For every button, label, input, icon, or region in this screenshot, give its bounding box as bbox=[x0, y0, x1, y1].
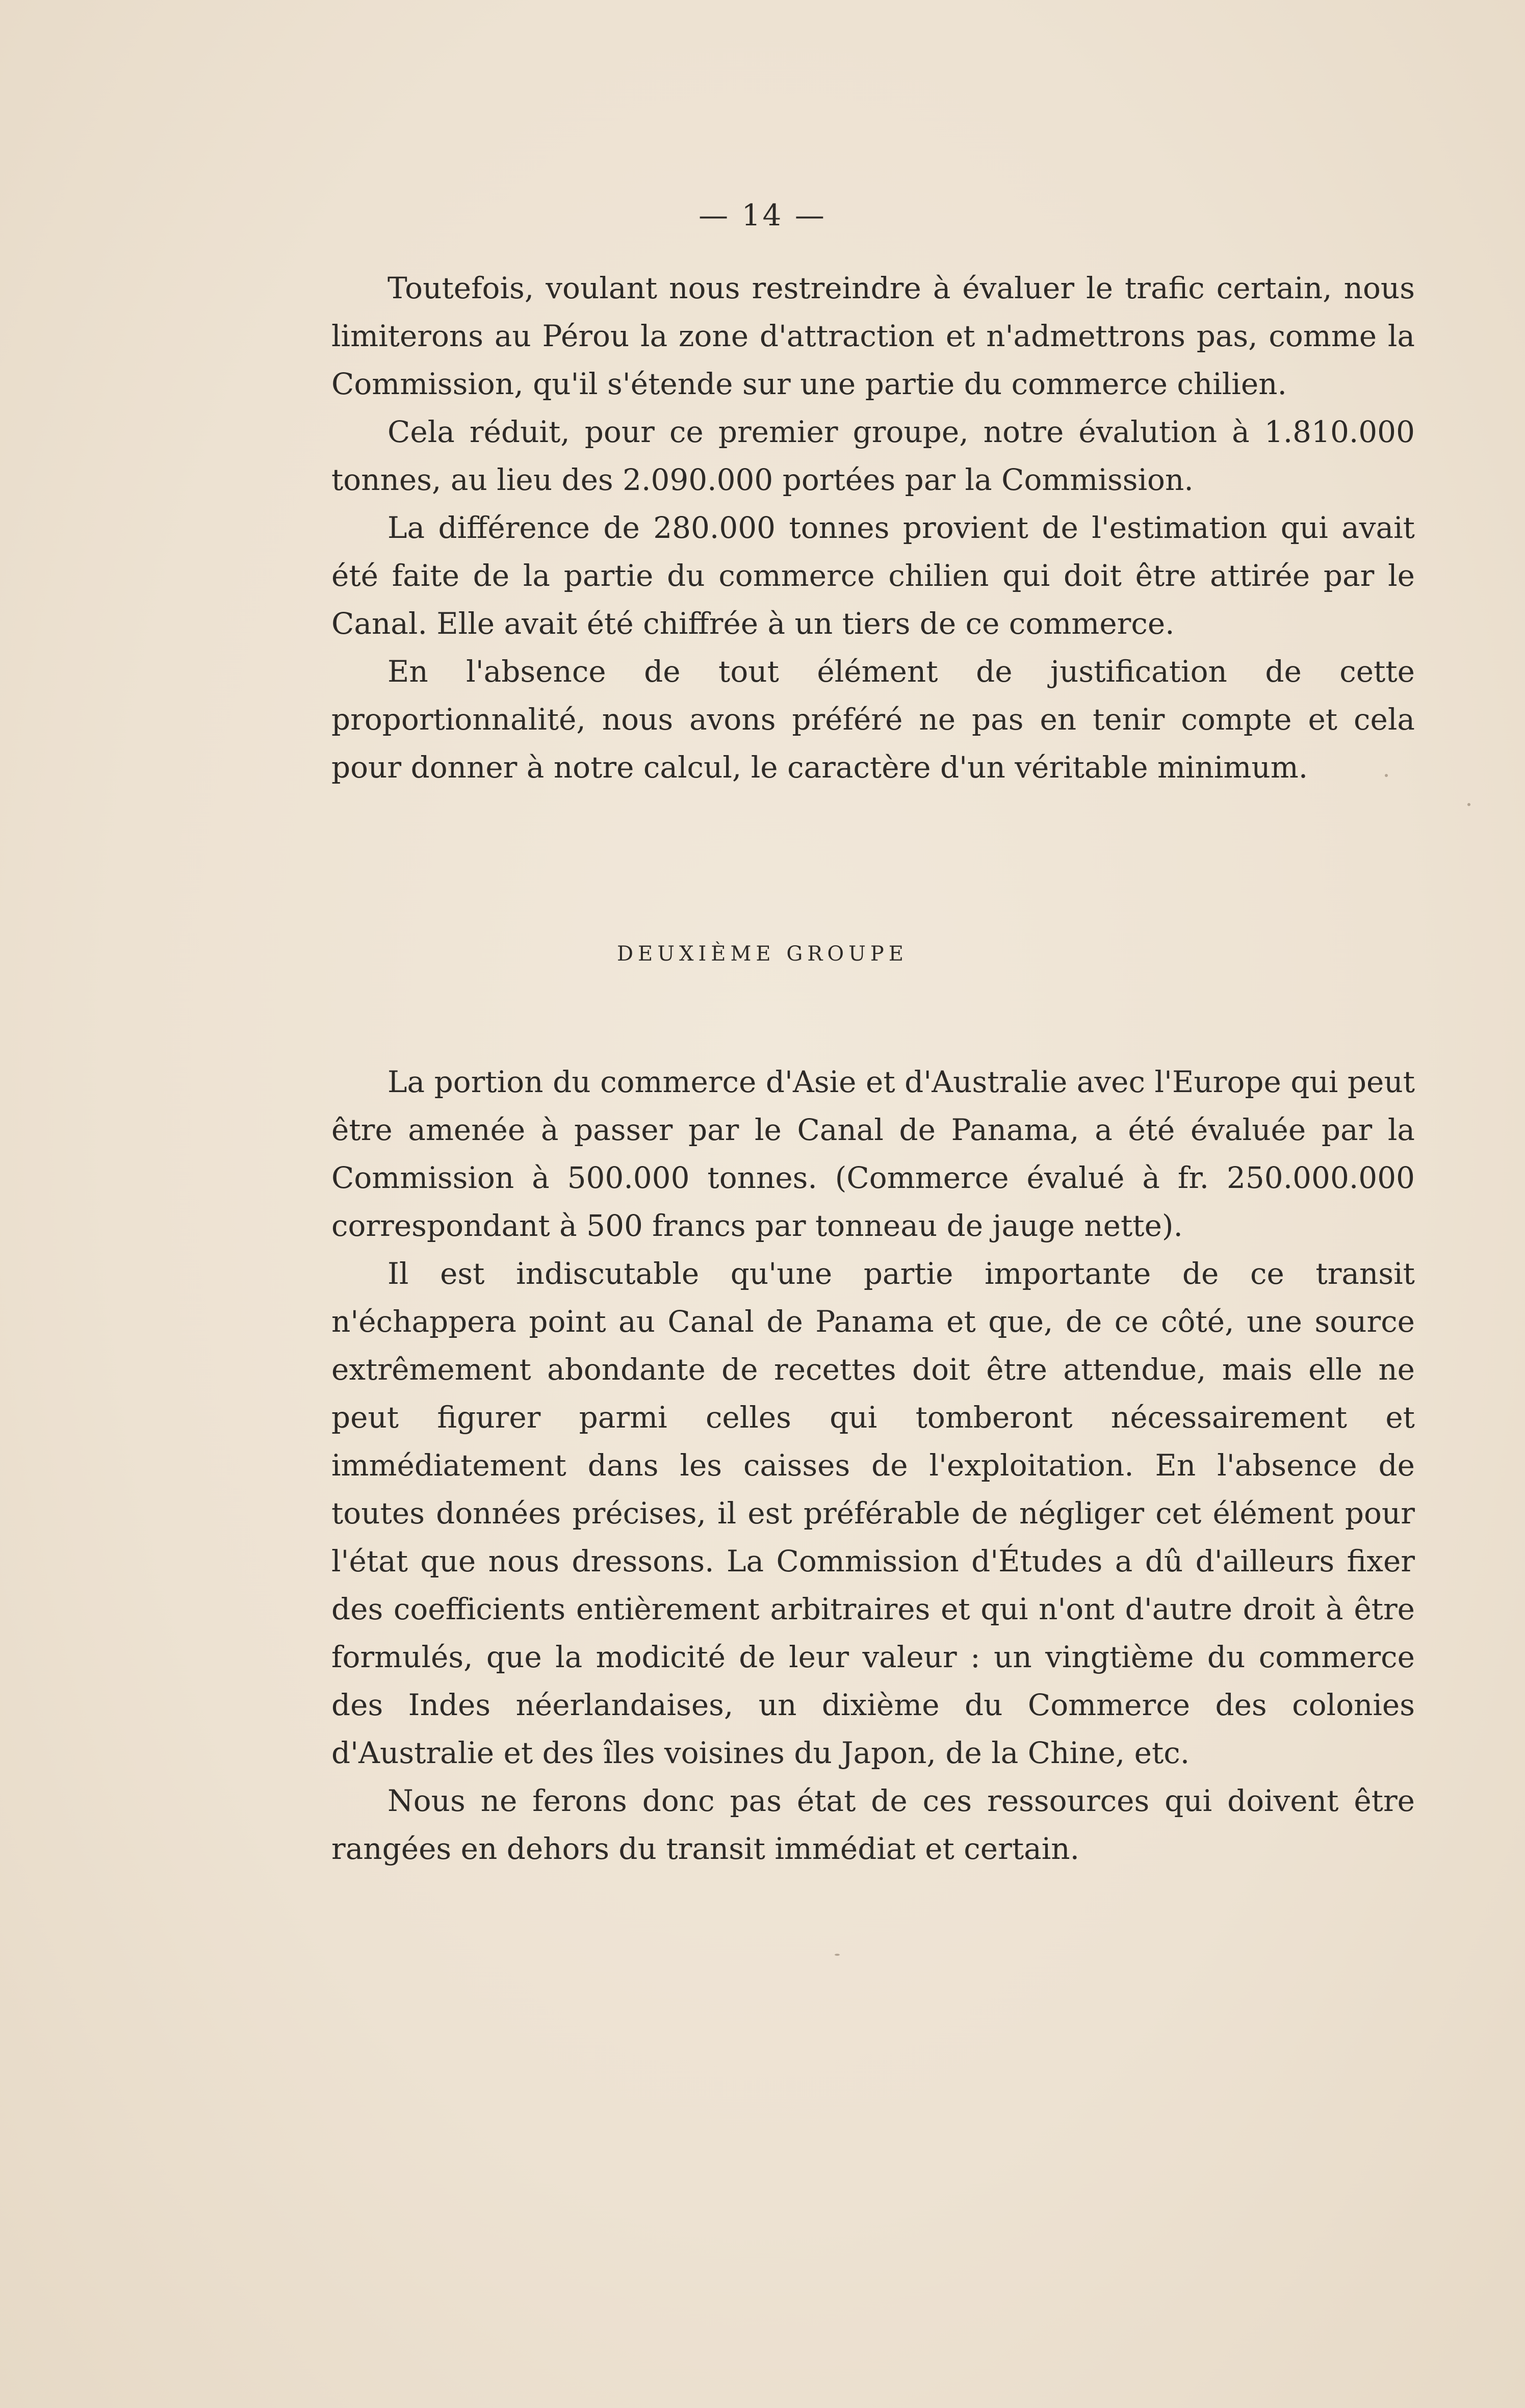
paragraph: Toutefois, voulant nous restreindre à évaluer le trafic certain, nous limiterons au Pérou la zone d'attraction et n'admettrons pas, comme la Commission, qu'il s'étende sur une partie du commerce chilien. bbox=[331, 271, 1415, 401]
paragraph: La différence de 280.000 tonnes provient de l'estimation qui avait été faite de la partie du commerce chilien qui doit être attirée par le Canal. Elle avait été chiffrée à un tiers de ce commerce. bbox=[331, 510, 1415, 641]
paper-speck bbox=[1467, 803, 1470, 806]
section-heading: DEUXIÈME GROUPE bbox=[616, 942, 908, 966]
paragraph: Cela réduit, pour ce premier groupe, notre évalution à 1.810.000 tonnes, au lieu des 2.090.000 portées par la Commission. bbox=[331, 415, 1415, 497]
text-block-second-group bbox=[331, 1058, 1415, 1873]
paragraph: La portion du commerce d'Asie et d'Australie avec l'Europe qui peut être amenée à passer par le Canal de Panama, a été évaluée par la Commission à 500.000 tonnes. (Commerce évalué à fr. 250.000.000 correspondant à 500 francs par tonneau de jauge nette). bbox=[331, 1065, 1415, 1243]
page-number: — 14 — bbox=[699, 198, 826, 232]
paragraph: En l'absence de tout élément de justification de cette proportionnalité, nous avons préféré ne pas en tenir compte et cela pour donner à notre calcul, le caractère d'un véritable minimum. bbox=[331, 654, 1415, 785]
paragraph: Nous ne ferons donc pas état de ces ressources qui doivent être rangées en dehors du transit immédiat et certain. bbox=[331, 1783, 1415, 1866]
paragraph: Il est indiscutable qu'une partie importante de ce transit n'échappera point au Canal de Panama et que, de ce côté, une source extrêmement abondante de recettes doit être attendue, mais elle ne peut figurer parmi celles qui tomberont nécessairement et immédiatement dans les caisses de l'exploitation. En l'absence de toutes données précises, il est préférable de négliger cet élément pour l'état que nous dressons. La Commission d'Études a dû d'ailleurs fixer des coefficients entièrement arbitraires et qui n'ont d'autre droit à être formulés, que la modicité de leur valeur : un vingtième du commerce des Indes néerlandaises, un dixième du Commerce des colonies d'Australie et des îles voisines du Japon, de la Chine, etc. bbox=[331, 1256, 1415, 1770]
paper-speck bbox=[835, 1954, 840, 1956]
paper-speck bbox=[1385, 774, 1388, 777]
text-block-first-group bbox=[331, 264, 1415, 791]
